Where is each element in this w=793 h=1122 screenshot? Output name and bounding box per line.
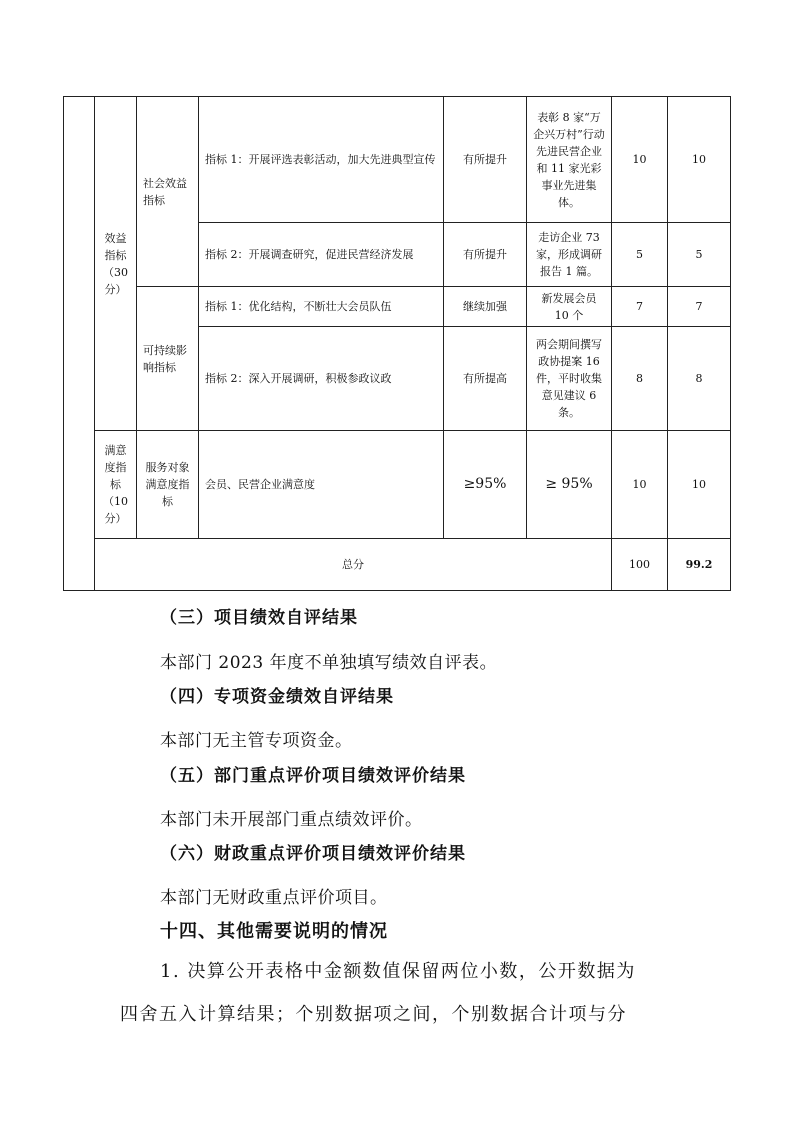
target-cell: 有所提高 bbox=[444, 327, 527, 431]
indicator-cell: 指标 1：优化结构，不断壮大会员队伍 bbox=[199, 287, 444, 327]
section-5-text: 本部门未开展部门重点绩效评价。 bbox=[160, 810, 423, 830]
section-6-text: 本部门无财政重点评价项目。 bbox=[160, 888, 388, 908]
score-cell: 8 bbox=[668, 327, 731, 431]
blank-cell bbox=[64, 97, 95, 591]
group-satisfaction: 满意度指标（10分） bbox=[95, 431, 137, 539]
target-cell: 有所提升 bbox=[444, 223, 527, 287]
indicator-cell: 会员、民营企业满意度 bbox=[199, 431, 444, 539]
actual-cell: ≥ 95% bbox=[527, 431, 612, 539]
total-row bbox=[64, 539, 731, 591]
table-row bbox=[64, 431, 731, 539]
actual-cell: 两会期间撰写政协提案 16 件，平时收集意见建议 6 条。 bbox=[527, 327, 612, 431]
section-3-title: （三）项目绩效自评结果 bbox=[160, 608, 358, 628]
group-efficiency: 效益指标（30分） bbox=[95, 97, 137, 431]
weight-cell: 8 bbox=[612, 327, 668, 431]
indicator-cell: 指标 1：开展评选表彰活动，加大先进典型宣传 bbox=[199, 97, 444, 223]
section-14-title: 十四、其他需要说明的情况 bbox=[160, 921, 388, 942]
total-weight: 100 bbox=[612, 539, 668, 591]
total-score: 99.2 bbox=[668, 539, 731, 591]
target-cell: ≥95% bbox=[444, 431, 527, 539]
actual-cell: 表彰 8 家“万企兴万村”行动先进民营企业和 11 家光彩事业先进集体。 bbox=[527, 97, 612, 223]
weight-cell: 10 bbox=[612, 431, 668, 539]
sub-service: 服务对象满意度指标 bbox=[137, 431, 199, 539]
indicator-cell: 指标 2：开展调查研究，促进民营经济发展 bbox=[199, 223, 444, 287]
section-6-title: （六）财政重点评价项目绩效评价结果 bbox=[160, 844, 466, 864]
table-row bbox=[64, 97, 731, 223]
section-3-text: 本部门 2023 年度不单独填写绩效自评表。 bbox=[160, 653, 498, 673]
section-4-title: （四）专项资金绩效自评结果 bbox=[160, 687, 394, 707]
sub-social: 社会效益指标 bbox=[137, 97, 199, 287]
total-label: 总分 bbox=[95, 539, 612, 591]
section-4-text: 本部门无主管专项资金。 bbox=[160, 731, 353, 751]
actual-cell: 走访企业 73 家，形成调研报告 1 篇。 bbox=[527, 223, 612, 287]
weight-cell: 5 bbox=[612, 223, 668, 287]
table-row bbox=[64, 287, 731, 327]
sub-sustain: 可持续影响指标 bbox=[137, 287, 199, 431]
actual-cell: 新发展会员 10 个 bbox=[527, 287, 612, 327]
indicator-cell: 指标 2：深入开展调研，积极参政议政 bbox=[199, 327, 444, 431]
target-cell: 有所提升 bbox=[444, 97, 527, 223]
score-cell: 7 bbox=[668, 287, 731, 327]
performance-table bbox=[63, 96, 731, 591]
score-cell: 10 bbox=[668, 431, 731, 539]
weight-cell: 10 bbox=[612, 97, 668, 223]
paragraph-line: 1. 决算公开表格中金额数值保留两位小数，公开数据为 bbox=[160, 961, 636, 982]
score-cell: 5 bbox=[668, 223, 731, 287]
paragraph-line: 四舍五入计算结果；个别数据项之间，个别数据合计项与分 bbox=[120, 1004, 627, 1025]
section-5-title: （五）部门重点评价项目绩效评价结果 bbox=[160, 766, 466, 786]
weight-cell: 7 bbox=[612, 287, 668, 327]
target-cell: 继续加强 bbox=[444, 287, 527, 327]
score-cell: 10 bbox=[668, 97, 731, 223]
